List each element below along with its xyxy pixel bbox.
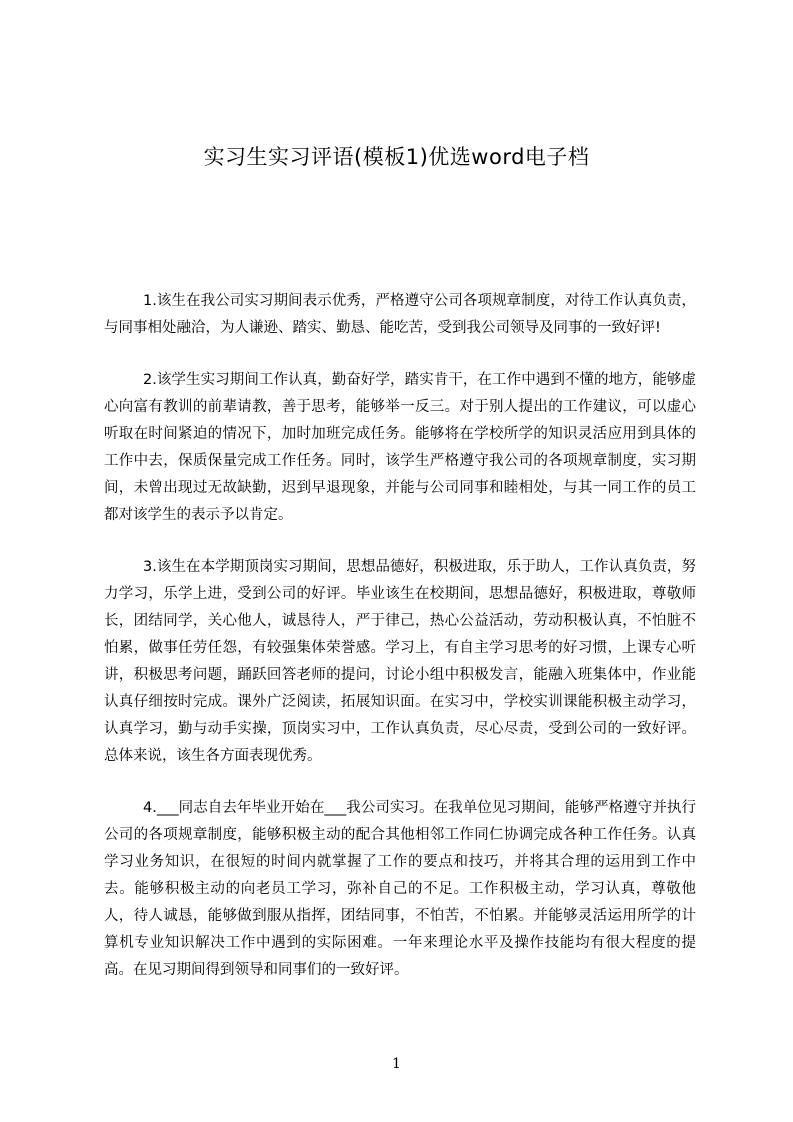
paragraph-1: 1.该生在我公司实习期间表示优秀，严格遵守公司各项规章制度，对待工作认真负责，与同事相处融洽，为人谦逊、踏实、勤恳、能吃苦，受到我公司领导及同事的一致好评! bbox=[104, 293, 696, 336]
paragraph-2: 2.该学生实习期间工作认真，勤奋好学，踏实肯干，在工作中遇到不懂的地方，能够虚心向富有教训的前辈请教，善于思考，能够举一反三。对于别人提出的工作建议，可以虚心听取在时间紧迫的情况下，加时加班完成任务。能够将在学校所学的知识灵活应用到具体的工作中去，保质保量完成工作任务。同时，该学生严格遵守我公司的各项规章制度，实习期间，未曾出现过无故缺勤，迟到早退现象，并能与公司同事和睦相处，与其一同工作的员工都对该学生的表示予以肯定。 bbox=[104, 372, 696, 523]
page-number: 1 bbox=[392, 1056, 401, 1072]
paragraph-4: 4.___同志自去年毕业开始在___我公司实习。在我单位见习期间，能够严格遵守并执行公司的各项规章制度，能够积极主动的配合其他相邻工作同仁协调完成各种工作任务。认真学习业务知识，在很短的时间内就掌握了工作的要点和技巧，并将其合理的运用到工作中去。能够积极主动的向老员工学习，弥补自己的不足。工作积极主动，学习认真，尊敬他人，待人诚恳，能够做到服从指挥，团结同事，不怕苦，不怕累。并能够灵活运用所学的计算机专业知识解决工作中遇到的实际困难。一年来理论水平及操作技能均有很大程度的提高。在见习期间得到领导和同事们的一致好评。 bbox=[104, 800, 696, 978]
document-title: 实习生实习评语(模板1)优选word电子档 bbox=[203, 145, 590, 169]
document-body bbox=[104, 288, 696, 1009]
paragraph-3: 3.该生在本学期顶岗实习期间，思想品德好，积极进取，乐于助人，工作认真负责，努力学习，乐学上进，受到公司的好评。毕业该生在校期间，思想品德好，积极进取，尊敬师长，团结同学，关心他人，诚恳待人，严于律己，热心公益活动，劳动积极认真，不怕脏不怕累，做事任劳任怨，有较强集体荣誉感。学习上，有自主学习思考的好习惯，上课专心听讲，积极思考问题，踊跃回答老师的提问，讨论小组中积极发言，能融入班集体中，作业能认真仔细按时完成。课外广泛阅读，拓展知识面。在实习中，学校实训课能积极主动学习，认真学习，勤与动手实操，顶岗实习中，工作认真负责，尽心尽责，受到公司的一致好评。总体来说，该生各方面表现优秀。 bbox=[104, 559, 696, 764]
